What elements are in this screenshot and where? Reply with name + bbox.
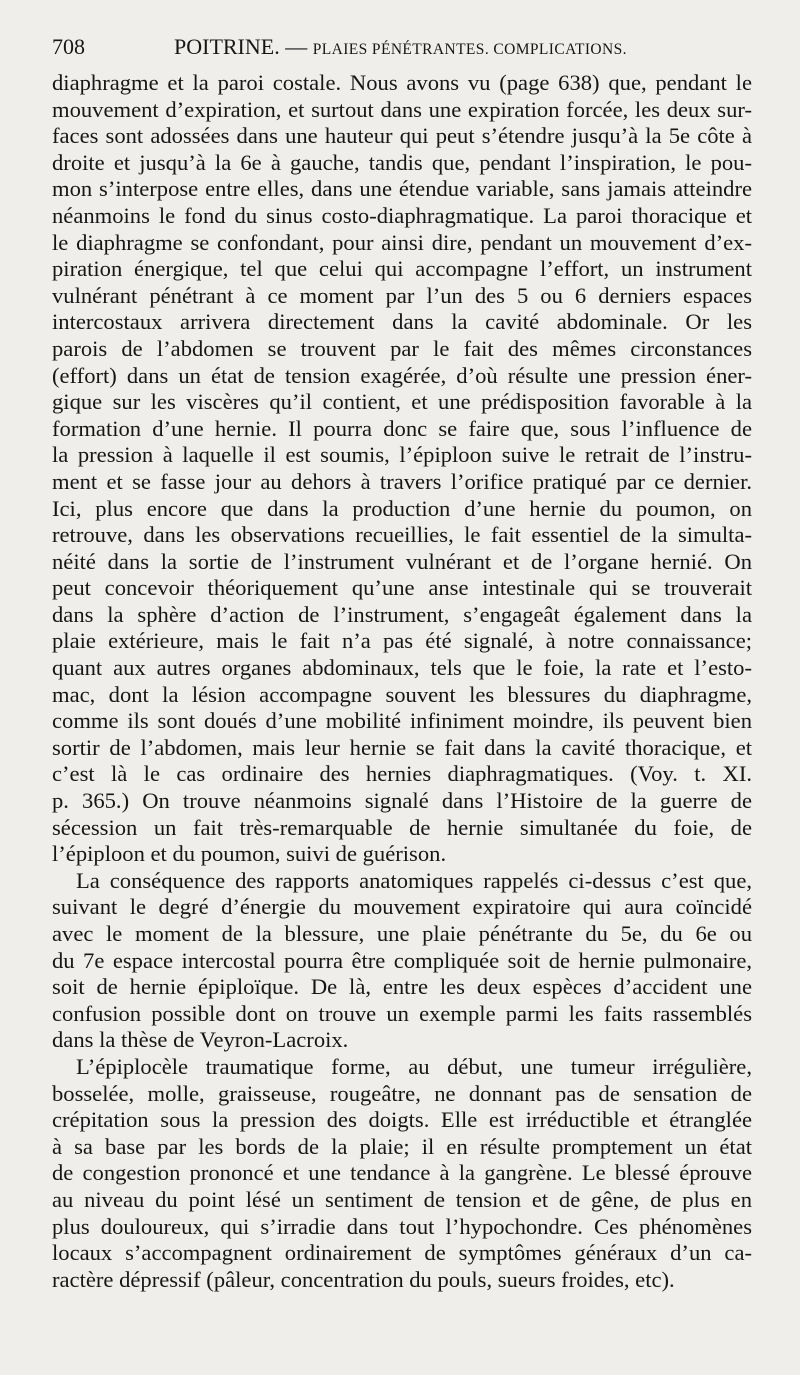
text-line: droite et jusqu’à la 6e à gauche, tandis que, pendant l’inspiration, le pou-: [52, 149, 752, 175]
page-header: [52, 34, 752, 66]
body-text: [52, 70, 752, 1293]
text-line: La conséquence des rapports anatomiques rappelés ci-dessus c’est que,: [76, 867, 752, 893]
page-number: 708: [52, 34, 85, 59]
text-line: ment et se fasse jour au dehors à travers l’orifice pratiqué par ce dernier.: [52, 468, 752, 494]
paragraph: [52, 868, 752, 1054]
text-line: de congestion prononcé et une tendance à la gangrène. Le blessé éprouve: [52, 1160, 752, 1186]
text-line: Ici, plus encore que dans la production d’une hernie du poumon, on: [52, 495, 752, 521]
text-line: l’épiploon et du poumon, suivi de guérison.: [52, 841, 447, 867]
text-line: confusion possible dont on trouve un exemple parmi les faits rassemblés: [52, 1000, 752, 1026]
text-line: comme ils sont doués d’une mobilité infiniment moindre, ils peuvent bien: [52, 708, 752, 734]
text-line: retrouve, dans les observations recueillies, le fait essentiel de la simulta-: [52, 522, 752, 548]
text-line: néanmoins le fond du sinus costo-diaphragmatique. La paroi thoracique et: [52, 202, 752, 228]
text-line: gique sur les viscères qu’il contient, et une prédisposition favorable à la: [52, 389, 752, 415]
text-line: le diaphragme se confondant, pour ainsi dire, pendant un mouvement d’ex-: [52, 229, 752, 255]
text-line: sécession un fait très-remarquable de hernie simultanée du foie, de: [52, 814, 752, 840]
text-line: locaux s’accompagnent ordinairement de symptômes généraux d’un ca-: [52, 1240, 752, 1266]
text-line: p. 365.) On trouve néanmoins signalé dans l’Histoire de la guerre de: [52, 788, 752, 814]
text-line: L’épiplocèle traumatique forme, au début, une tumeur irrégulière,: [76, 1053, 752, 1079]
text-line: (effort) dans un état de tension exagérée, d’où résulte une pression éner-: [52, 362, 752, 388]
text-line: sortir de l’abdomen, mais leur hernie se fait dans la cavité thoracique, et: [52, 734, 752, 760]
text-line: plaie extérieure, mais le fait n’a pas été signalé, à notre connaissance;: [52, 628, 752, 654]
text-line: c’est là le cas ordinaire des hernies diaphragmatiques. (Voy. t. XI.: [52, 761, 752, 787]
text-line: mouvement d’expiration, et surtout dans une expiration forcée, les deux sur-: [52, 96, 752, 122]
text-line: plus douloureux, qui s’irradie dans tout l’hypochondre. Ces phénomènes: [52, 1213, 752, 1239]
text-line: du 7e espace intercostal pourra être compliquée soit de hernie pulmonaire,: [52, 947, 752, 973]
text-line: soit de hernie épiploïque. De là, entre les deux espèces d’accident une: [52, 974, 752, 1000]
text-line: diaphragme et la paroi costale. Nous avons vu (page 638) que, pendant le: [52, 70, 752, 95]
text-line: dans la sphère d’action de l’instrument, s’engageât également dans la: [52, 601, 752, 627]
text-line: quant aux autres organes abdominaux, tels que le foie, la rate et l’esto-: [52, 655, 752, 681]
text-line: au niveau du point lésé un sentiment de tension et de gêne, de plus en: [52, 1186, 752, 1212]
text-line: faces sont adossées dans une hauteur qui peut s’étendre jusqu’à la 5e côte à: [52, 123, 752, 149]
text-line: ractère dépressif (pâleur, concentration du pouls, sueurs froides, etc).: [52, 1266, 675, 1292]
text-line: dans la thèse de Veyron-Lacroix.: [52, 1027, 349, 1053]
text-line: à sa base par les bords de la plaie; il en résulte promptement un état: [52, 1133, 752, 1159]
paragraph: [52, 1054, 752, 1293]
text-line: peut concevoir théoriquement qu’une anse intestinale qui se trouverait: [52, 575, 752, 601]
running-head: [174, 34, 627, 60]
text-line: suivant le degré d’énergie du mouvement expiratoire qui aura coïncidé: [52, 894, 752, 920]
paragraph: [52, 70, 752, 868]
text-line: piration énergique, tel que celui qui accompagne l’effort, un instrument: [52, 256, 752, 282]
text-line: mon s’interpose entre elles, dans une étendue variable, sans jamais atteindre: [52, 176, 752, 202]
running-head-subtitle: PLAIES PÉNÉTRANTES. COMPLICATIONS.: [312, 41, 627, 58]
text-line: formation d’une hernie. Il pourra donc se faire que, sous l’influence de: [52, 415, 752, 441]
running-head-section: POITRINE.: [174, 34, 280, 59]
text-line: la pression à laquelle il est soumis, l’épiploon suive le retrait de l’instru-: [52, 442, 752, 468]
text-line: parois de l’abdomen se trouvent par le fait des mêmes circonstances: [52, 335, 752, 361]
text-line: néité dans la sortie de l’instrument vulnérant et de l’organe hernié. On: [52, 548, 752, 574]
text-line: mac, dont la lésion accompagne souvent les blessures du diaphragme,: [52, 681, 752, 707]
text-line: crépitation sous la pression des doigts. Elle est irréductible et étranglée: [52, 1107, 752, 1133]
text-line: intercostaux arrivera directement dans la cavité abdominale. Or les: [52, 309, 752, 335]
text-line: avec le moment de la blessure, une plaie pénétrante du 5e, du 6e ou: [52, 921, 752, 946]
text-line: bosselée, molle, graisseuse, rougeâtre, ne donnant pas de sensation de: [52, 1080, 752, 1106]
running-head-dash: —: [285, 34, 308, 59]
text-line: vulnérant pénétrant à ce moment par l’un des 5 ou 6 derniers espaces: [52, 282, 752, 308]
